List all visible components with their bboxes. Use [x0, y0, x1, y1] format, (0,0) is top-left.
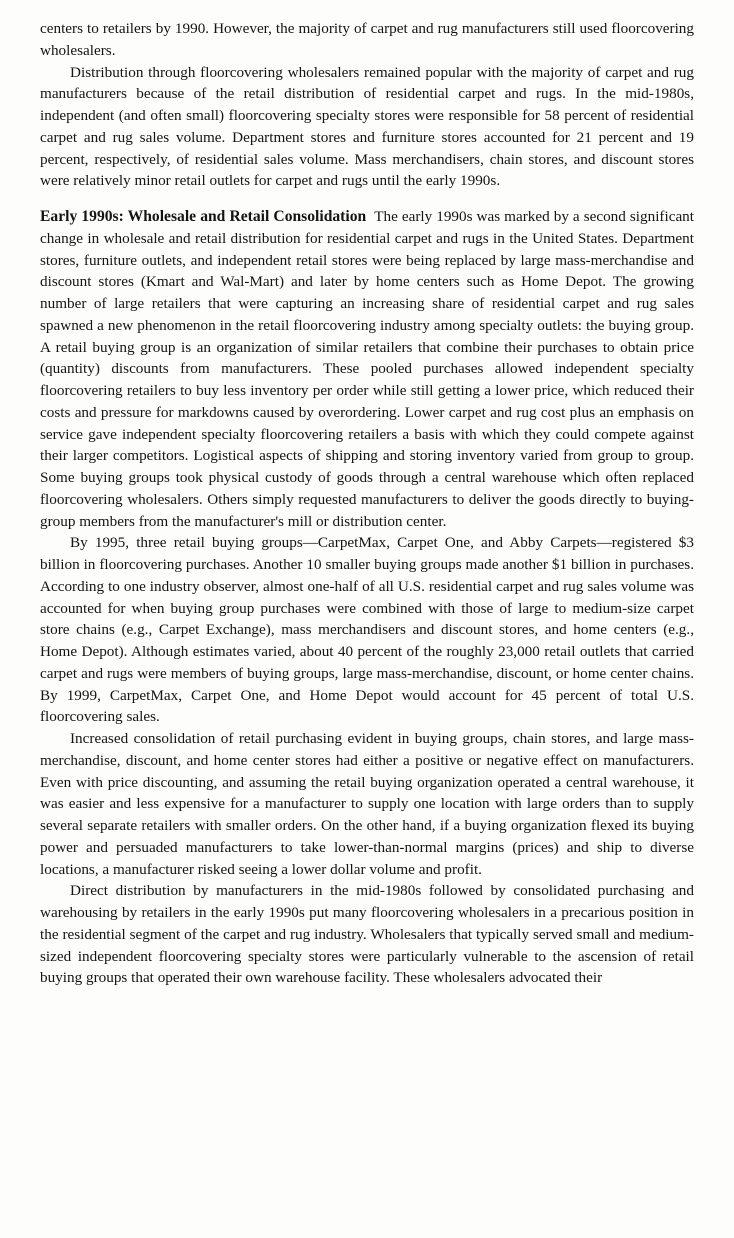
paragraph-distribution-wholesalers: Distribution through floorcovering wholesalers remained popular with the majority of carpet and rug manufacturers because of the retail distribution of residential carpet and rugs. In the mid-1980s, independent (and often small) floorcovering specialty stores were responsible for 58 percent of residential carpet and rug sales volume. Department stores and furniture stores accounted for 21 percent and 19 percent, respectively, of residential sales volume. Mass merchandisers, chain stores, and discount stores were relatively minor retail outlets for carpet and rugs until the early 1990s. [40, 63, 694, 190]
paragraph-buying-groups-1995: By 1995, three retail buying groups—CarpetMax, Carpet One, and Abby Carpets—registered $3 billion in floorcovering purchases. Another 10 smaller buying groups made another $1 billion in purchases. According to one industry observer, almost one-half of all U.S. residential carpet and rug sales volume was accounted for when buying group purchases were combined with those of large to medium-size carpet store chains (e.g., Carpet Exchange), mass merchandisers and discount stores, and home centers (e.g., Home Depot). Although estimates varied, about 40 percent of the roughly 23,000 retail outlets that carried carpet and rugs were members of buying groups, large mass-merchandise, discount, or home center chains. By 1999, CarpetMax, Carpet One, and Home Depot would account for 45 percent of total U.S. floorcovering sales. [40, 534, 694, 726]
paragraph-consolidation-effects: Increased consolidation of retail purchasing evident in buying groups, chain stores, and large mass-merchandise, discount, and home center stores had either a positive or negative effect on manufacturers. Even with price discounting, and assuming the retail buying organization operated a central warehouse, it was easier and less expensive for a manufacturer to supply one location with large orders than to supply several separate retailers with smaller orders. On the other hand, if a buying organization flexed its buying power and persuaded manufacturers to take lower-than-normal margins (prices) and ship to diverse locations, a manufacturer risked seeing a lower dollar volume and profit. [40, 730, 694, 878]
paragraph-continued: centers to retailers by 1990. However, the majority of carpet and rug manufacturers still used floorcovering wholesalers. [40, 20, 694, 59]
text-body [40, 18, 694, 989]
paragraph-early-1990s [40, 206, 694, 532]
section-heading-early-1990s: Early 1990s: Wholesale and Retail Consolidation [40, 208, 367, 225]
section-body-early-1990s: The early 1990s was marked by a second significant change in wholesale and retail distribution for residential carpet and rugs in the United States. Department stores, furniture outlets, and independent retail stores were being replaced by large mass-merchandise and discount stores (Kmart and Wal-Mart) and later by home centers such as Home Depot. The growing number of large retailers that were capturing an increasing share of residential carpet and rug sales spawned a new phenomenon in the retail floorcovering industry among specialty outlets: the buying group. A retail buying group is an organization of similar retailers that combine their purchases to obtain price (quantity) discounts from manufacturers. These pooled purchases allowed independent specialty floorcovering retailers to buy less inventory per order while still getting a lower price, which reduced their costs and pressure for markdowns caused by overordering. Lower carpet and rug cost plus an emphasis on service gave independent specialty floorcovering retailers a basis with which they could compete against their larger competitors. Logistical aspects of shipping and storing inventory varied from group to group. Some buying groups took physical custody of goods through a central warehouse which often replaced floorcovering wholesalers. Others simply requested manufacturers to deliver the goods directly to buying-group members from the manufacturer's mill or distribution center. [40, 208, 694, 530]
paragraph-direct-distribution: Direct distribution by manufacturers in the mid-1980s followed by consolidated purchasing and warehousing by retailers in the early 1990s put many floorcovering wholesalers in a precarious position in the residential segment of the carpet and rug industry. Wholesalers that typically served small and medium-sized independent floorcovering specialty stores were particularly vulnerable to the ascension of retail buying groups that operated their own warehouse facility. These wholesalers advocated their [40, 882, 694, 987]
